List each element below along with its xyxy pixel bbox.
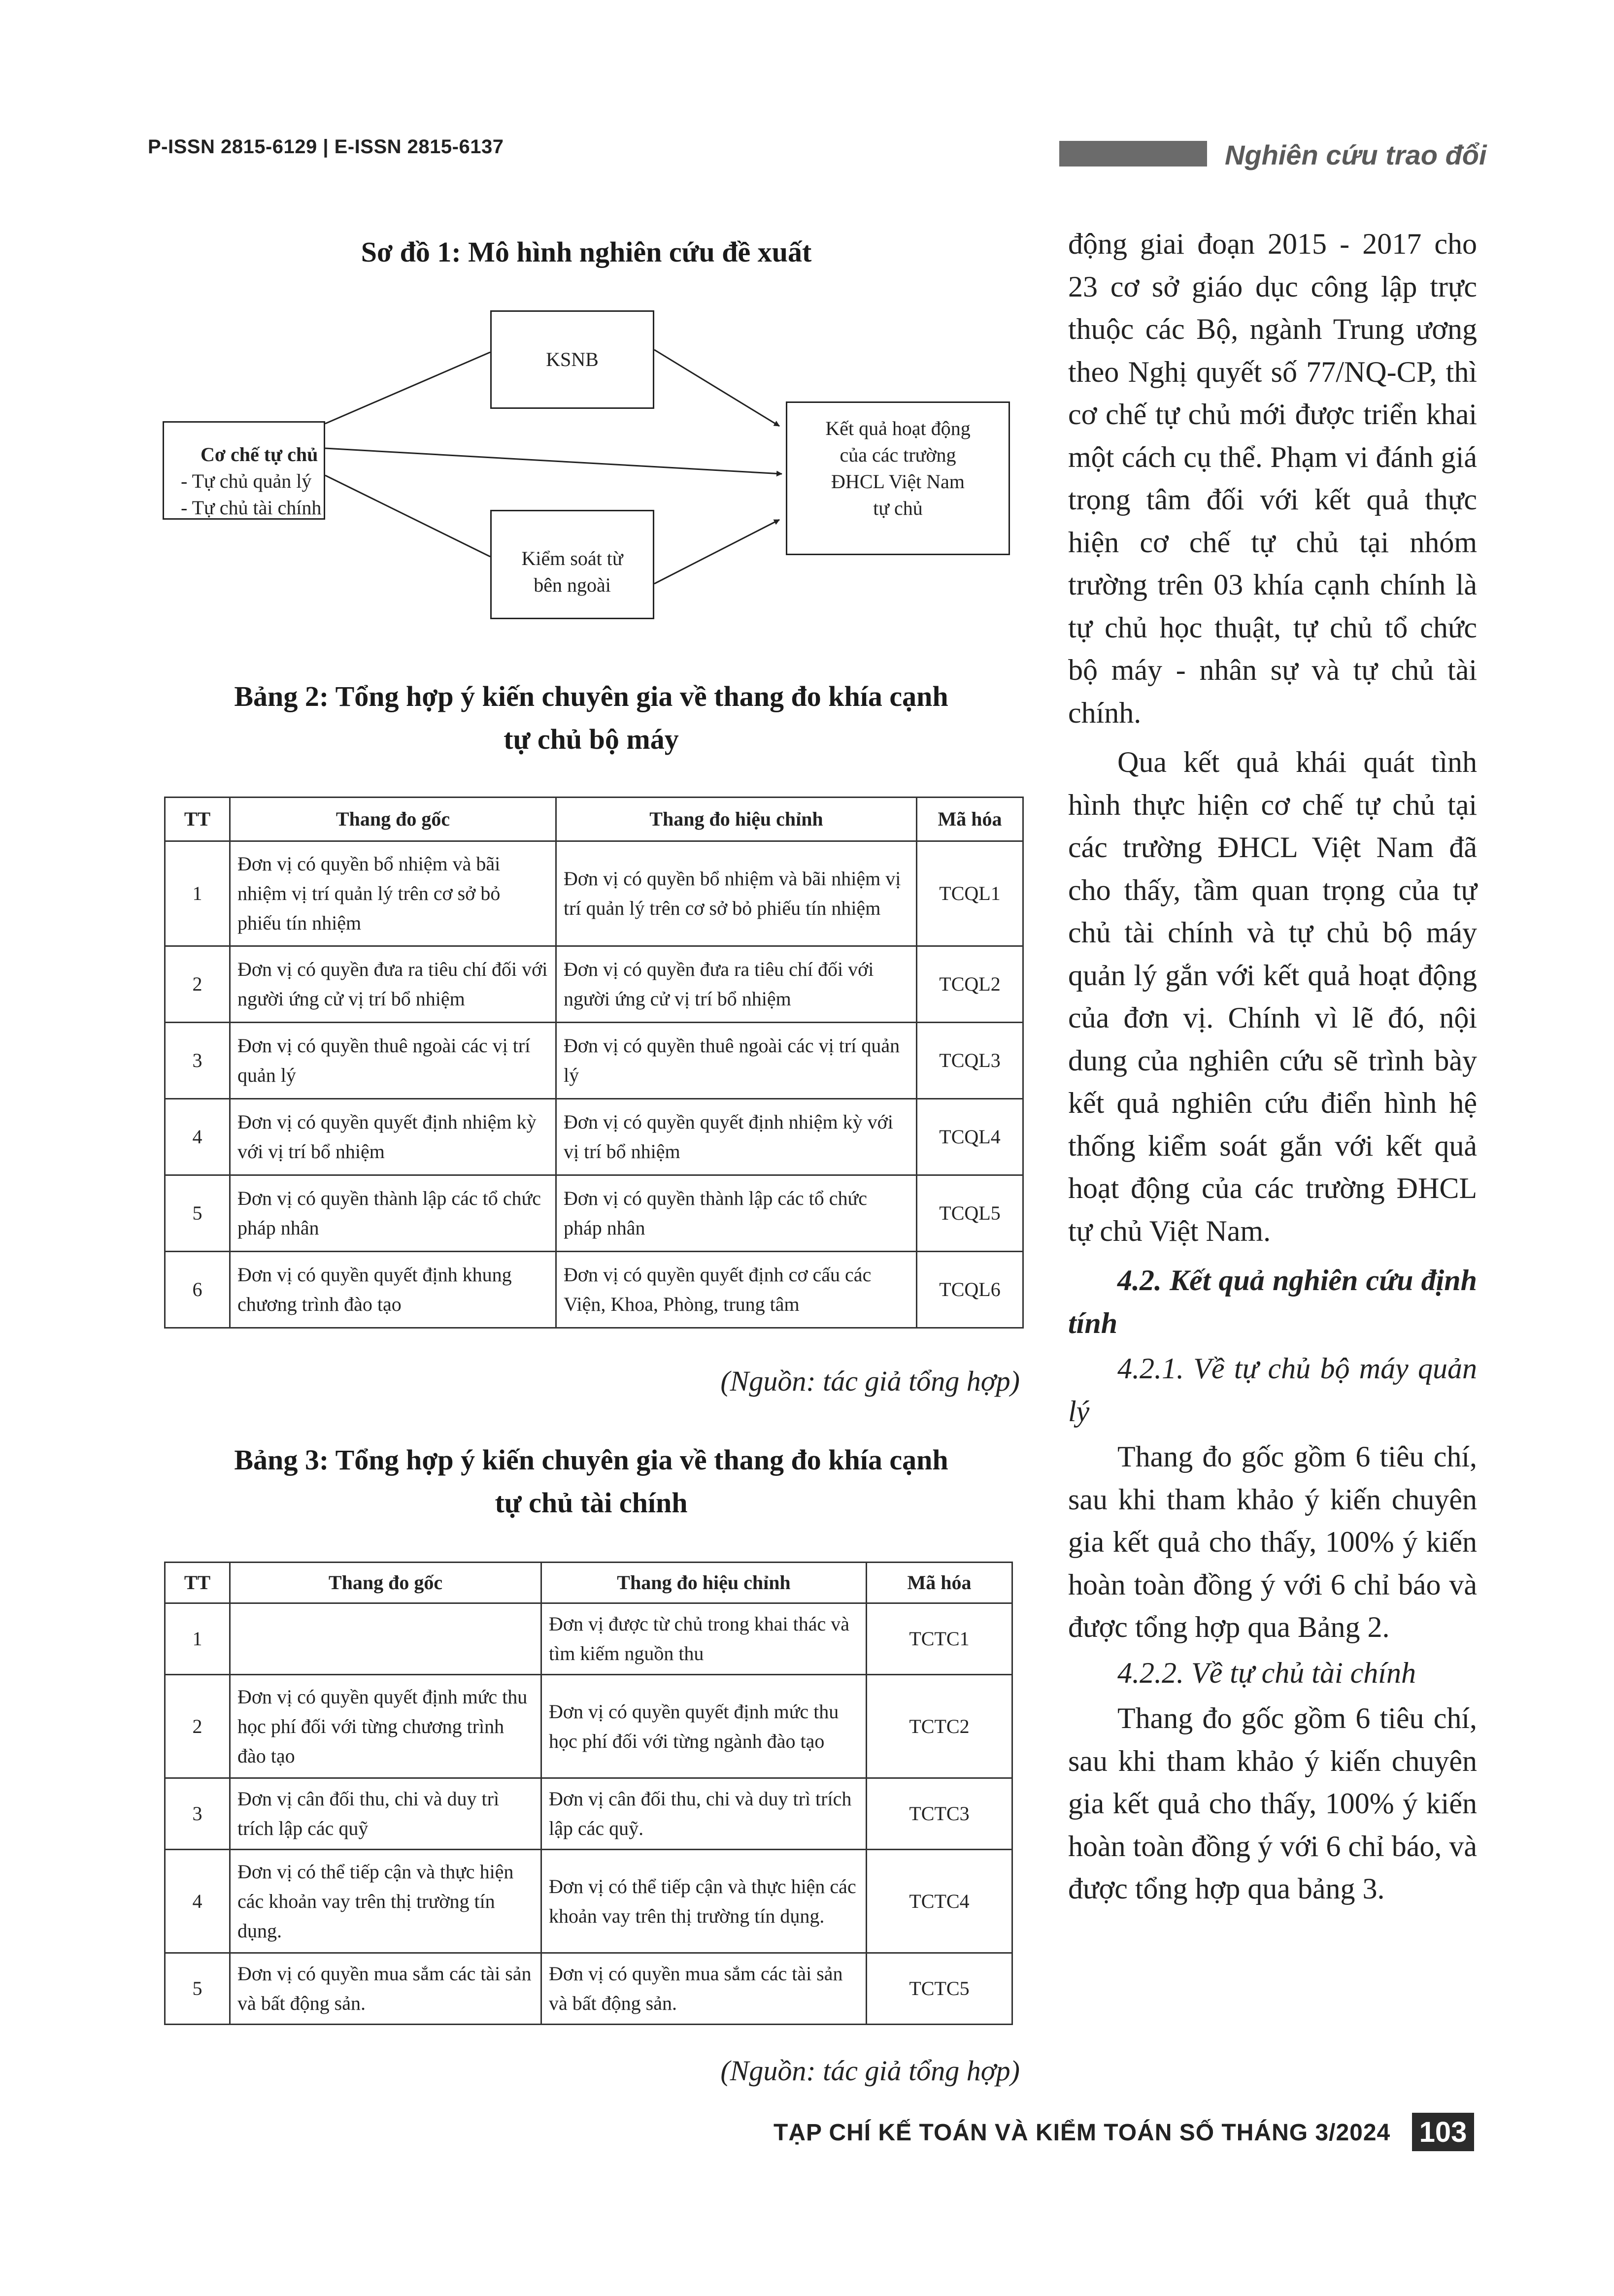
arrow-autonomy-result bbox=[325, 448, 782, 474]
cell-tt: 2 bbox=[165, 1675, 230, 1778]
cell-code: TCTC5 bbox=[867, 1953, 1012, 2025]
cell-tt: 5 bbox=[165, 1175, 230, 1252]
cell-code: TCQL6 bbox=[917, 1252, 1023, 1328]
autonomy-item-finance: - Tự chủ tài chính bbox=[181, 497, 322, 519]
cell-original: Đơn vị có quyền quyết định nhiệm kỳ với vị trí bổ nhiệm bbox=[230, 1099, 556, 1175]
body-text-column bbox=[1068, 223, 1477, 1910]
result-line4: tự chủ bbox=[873, 497, 923, 519]
external-line2: bên ngoài bbox=[534, 574, 611, 596]
cell-adjusted: Đơn vị có thể tiếp cận và thực hiện các khoản vay trên thị trường tín dụng. bbox=[541, 1850, 867, 1953]
table2-title-line1: Bảng 2: Tổng hợp ý kiến chuyên gia về thang đo khía cạnh bbox=[234, 680, 948, 712]
page-number: 103 bbox=[1412, 2113, 1474, 2151]
cell-code: TCQL2 bbox=[917, 946, 1023, 1023]
cell-adjusted: Đơn vị có quyền quyết định nhiệm kỳ với vị trí bổ nhiệm bbox=[556, 1099, 917, 1175]
autonomy-title: Cơ chế tự chủ bbox=[201, 443, 318, 466]
cell-original: Đơn vị có quyền đưa ra tiêu chí đối với người ứng cử vị trí bổ nhiệm bbox=[230, 946, 556, 1023]
cell-adjusted: Đơn vị có quyền đưa ra tiêu chí đối với người ứng cử vị trí bổ nhiệm bbox=[556, 946, 917, 1023]
cell-original: Đơn vị có thể tiếp cận và thực hiện các khoản vay trên thị trường tín dụng. bbox=[230, 1850, 541, 1953]
cell-code: TCQL4 bbox=[917, 1099, 1023, 1175]
cell-adjusted: Đơn vị có quyền thuê ngoài các vị trí quản lý bbox=[556, 1023, 917, 1099]
result-box bbox=[786, 401, 1010, 555]
cell-tt: 3 bbox=[165, 1023, 230, 1099]
table2 bbox=[164, 797, 1024, 1329]
table2-header-tt: TT bbox=[165, 798, 230, 841]
cell-adjusted: Đơn vị có quyền mua sắm các tài sản và bất động sản. bbox=[541, 1953, 867, 2025]
cell-original bbox=[230, 1603, 541, 1675]
result-line3: ĐHCL Việt Nam bbox=[831, 470, 965, 493]
research-model-diagram bbox=[163, 305, 1010, 626]
section-title: Nghiên cứu trao đổi bbox=[1225, 139, 1487, 170]
paragraph-2: Qua kết quả khái quát tình hình thực hiện cơ chế tự chủ tại các trường ĐHCL Việt Nam đã cho thấy, tầm quan trọng của tự chủ tài chính và tự chủ bộ máy quản lý gắn với kết quả hoạt động của đơn vị. Chính vì lẽ đó, nội dung của nghiên cứu sẽ trình bày kết quả nghiên cứu điển hình hệ thống kiểm soát gắn với kết quả hoạt động của các trường ĐHCL tự chủ Việt Nam. bbox=[1068, 746, 1477, 1247]
cell-adjusted: Đơn vị cân đối thu, chi và duy trì trích lập các quỹ. bbox=[541, 1778, 867, 1850]
table-row bbox=[165, 1778, 1012, 1850]
table2-header-adjusted: Thang đo hiệu chỉnh bbox=[556, 798, 917, 841]
cell-adjusted: Đơn vị được từ chủ trong khai thác và tìm kiếm nguồn thu bbox=[541, 1603, 867, 1675]
cell-original: Đơn vị có quyền bổ nhiệm và bãi nhiệm vị trí quản lý trên cơ sở bỏ phiếu tín nhiệm bbox=[230, 841, 556, 946]
cell-code: TCQL5 bbox=[917, 1175, 1023, 1252]
cell-adjusted: Đơn vị có quyền quyết định mức thu học phí đối với từng ngành đào tạo bbox=[541, 1675, 867, 1778]
table3-title-line1: Bảng 3: Tổng hợp ý kiến chuyên gia về thang đo khía cạnh bbox=[234, 1444, 948, 1476]
table2-title bbox=[163, 675, 1020, 761]
cell-original: Đơn vị cân đối thu, chi và duy trì trích lập các quỹ bbox=[230, 1778, 541, 1850]
table3-title bbox=[163, 1438, 1020, 1524]
table2-title-line2: tự chủ bộ máy bbox=[504, 723, 679, 755]
table-row bbox=[165, 1099, 1023, 1175]
table3-header-adjusted: Thang đo hiệu chỉnh bbox=[541, 1563, 867, 1603]
table-row bbox=[165, 1850, 1012, 1953]
paragraph-1: động giai đoạn 2015 - 2017 cho 23 cơ sở giáo dục công lập trực thuộc các Bộ, ngành Trung ương theo Nghị quyết số 77/NQ-CP, thì cơ chế tự chủ mới được triển khai một cách cụ thể. Phạm vi đánh giá trọng tâm đối với kết quả thực hiện cơ chế tự chủ tại nhóm trường trên 03 khía cạnh chính là tự chủ học thuật, tự chủ tổ chức bộ máy - nhân sự và tự chủ tài chính. bbox=[1068, 228, 1477, 729]
journal-footer: TẠP CHÍ KẾ TOÁN VÀ KIỂM TOÁN SỐ THÁNG 3/2024 bbox=[773, 2120, 1391, 2146]
table-row bbox=[165, 1603, 1012, 1675]
table-row bbox=[165, 1252, 1023, 1328]
cell-code: TCTC3 bbox=[867, 1778, 1012, 1850]
table2-header-original: Thang đo gốc bbox=[230, 798, 556, 841]
external-control-box bbox=[490, 510, 654, 619]
table3-title-line2: tự chủ tài chính bbox=[495, 1487, 688, 1519]
autonomy-item-management: - Tự chủ quản lý bbox=[181, 470, 312, 492]
diagram-title: Sơ đồ 1: Mô hình nghiên cứu đề xuất bbox=[361, 236, 812, 268]
cell-tt: 4 bbox=[165, 1099, 230, 1175]
subheading-4-2-2: 4.2.2. Về tự chủ tài chính bbox=[1117, 1656, 1416, 1689]
cell-original: Đơn vị có quyền thành lập các tổ chức pháp nhân bbox=[230, 1175, 556, 1252]
table3-header-tt: TT bbox=[165, 1563, 230, 1603]
cell-code: TCQL3 bbox=[917, 1023, 1023, 1099]
cell-original: Đơn vị có quyền quyết định khung chương trình đào tạo bbox=[230, 1252, 556, 1328]
section-heading-4-2: 4.2. Kết quả nghiên cứu định tính bbox=[1068, 1264, 1477, 1339]
cell-tt: 1 bbox=[165, 841, 230, 946]
arrow-autonomy-external bbox=[325, 475, 490, 557]
subheading-4-2-1: 4.2.1. Về tự chủ bộ máy quản lý bbox=[1068, 1352, 1477, 1428]
table3-source: (Nguồn: tác giả tổng hợp) bbox=[720, 2055, 1020, 2087]
paragraph-4: Thang đo gốc gồm 6 tiêu chí, sau khi tham khảo ý kiến chuyên gia kết quả cho thấy, 100% ý kiến hoàn toàn đồng ý với 6 chỉ báo, và được tổng hợp qua bảng 3. bbox=[1068, 1702, 1477, 1905]
table-row bbox=[165, 841, 1023, 946]
paragraph-3: Thang đo gốc gồm 6 tiêu chí, sau khi tham khảo ý kiến chuyên gia kết quả cho thấy, 100% ý kiến hoàn toàn đồng ý với 6 chỉ báo và được tổng hợp qua Bảng 2. bbox=[1068, 1440, 1477, 1643]
table2-header-row bbox=[165, 798, 1023, 841]
result-line1: Kết quả hoạt động bbox=[825, 417, 971, 439]
issn-header: P-ISSN 2815-6129 | E-ISSN 2815-6137 bbox=[148, 136, 504, 158]
cell-original: Đơn vị có quyền mua sắm các tài sản và bất động sản. bbox=[230, 1953, 541, 2025]
cell-tt: 4 bbox=[165, 1850, 230, 1953]
table-row bbox=[165, 946, 1023, 1023]
cell-code: TCTC1 bbox=[867, 1603, 1012, 1675]
arrow-autonomy-ksnb bbox=[325, 352, 490, 424]
table2-header-code: Mã hóa bbox=[917, 798, 1023, 841]
cell-code: TCTC4 bbox=[867, 1850, 1012, 1953]
cell-original: Đơn vị có quyền quyết định mức thu học phí đối với từng chương trình đào tạo bbox=[230, 1675, 541, 1778]
table-row bbox=[165, 1675, 1012, 1778]
cell-tt: 6 bbox=[165, 1252, 230, 1328]
result-line2: của các trường bbox=[840, 444, 956, 466]
external-line1: Kiểm soát từ bbox=[521, 547, 623, 569]
cell-code: TCTC2 bbox=[867, 1675, 1012, 1778]
table-row bbox=[165, 1023, 1023, 1099]
table-row bbox=[165, 1175, 1023, 1252]
table-row bbox=[165, 1953, 1012, 2025]
table2-source: (Nguồn: tác giả tổng hợp) bbox=[720, 1365, 1020, 1397]
header-bar bbox=[1059, 141, 1207, 166]
table3-header-code: Mã hóa bbox=[867, 1563, 1012, 1603]
cell-adjusted: Đơn vị có quyền thành lập các tổ chức pháp nhân bbox=[556, 1175, 917, 1252]
cell-tt: 2 bbox=[165, 946, 230, 1023]
table3 bbox=[164, 1562, 1013, 2025]
cell-code: TCQL1 bbox=[917, 841, 1023, 946]
cell-tt: 3 bbox=[165, 1778, 230, 1850]
cell-adjusted: Đơn vị có quyền bổ nhiệm và bãi nhiệm vị trí quản lý trên cơ sở bỏ phiếu tín nhiệm bbox=[556, 841, 917, 946]
table3-header-original: Thang đo gốc bbox=[230, 1563, 541, 1603]
arrow-ksnb-result bbox=[654, 350, 779, 426]
autonomy-box bbox=[163, 421, 325, 520]
arrow-external-result bbox=[654, 520, 779, 584]
ksnb-label: KSNB bbox=[546, 348, 599, 370]
table3-header-row bbox=[165, 1563, 1012, 1603]
cell-tt: 5 bbox=[165, 1953, 230, 2025]
cell-original: Đơn vị có quyền thuê ngoài các vị trí quản lý bbox=[230, 1023, 556, 1099]
cell-tt: 1 bbox=[165, 1603, 230, 1675]
cell-adjusted: Đơn vị có quyền quyết định cơ cấu các Viện, Khoa, Phòng, trung tâm bbox=[556, 1252, 917, 1328]
ksnb-box bbox=[490, 310, 654, 409]
